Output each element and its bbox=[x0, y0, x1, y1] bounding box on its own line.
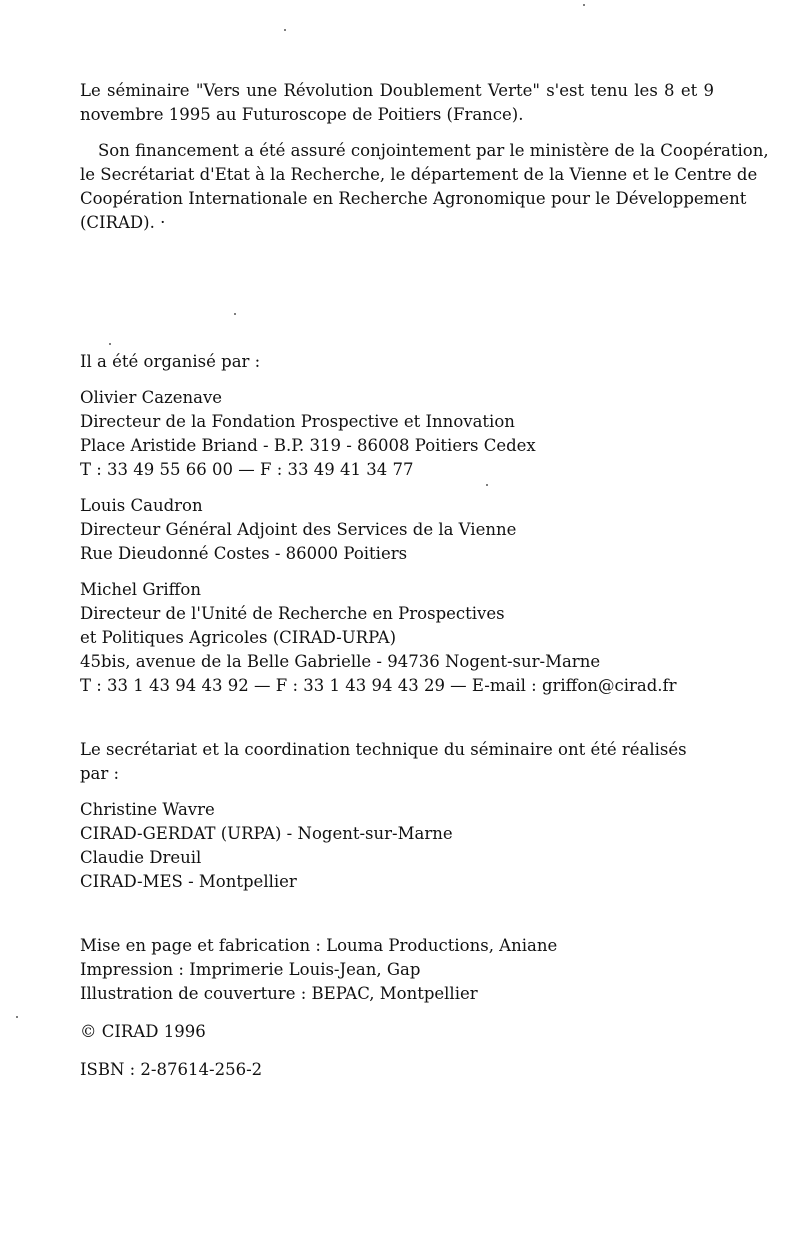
scan-speck bbox=[109, 343, 111, 345]
copyright-notice: © CIRAD 1996 bbox=[80, 1022, 206, 1041]
organiser-block bbox=[80, 578, 714, 698]
scan-speck bbox=[16, 1016, 18, 1018]
scan-speck bbox=[284, 29, 286, 31]
organiser-title: Directeur de la Fondation Prospective et Innovation bbox=[80, 412, 515, 431]
text-line: le Secrétariat d'Etat à la Recherche, le département de la Vienne et le Centre de bbox=[80, 165, 758, 184]
secretariat-heading: Le secrétariat et la coordination technique du séminaire ont été réalisés par : bbox=[80, 740, 687, 783]
text-line: (CIRAD). · bbox=[80, 213, 166, 232]
credits-block bbox=[80, 934, 714, 1006]
text-line: Son financement a été assuré conjointement par le ministère de la Coopération, bbox=[98, 141, 769, 160]
text-line: Coopération Internationale en Recherche Agronomique pour le Développement bbox=[80, 189, 747, 208]
scan-speck bbox=[486, 484, 488, 486]
organisers-heading: Il a été organisé par : bbox=[80, 352, 261, 371]
colophon-page bbox=[80, 79, 769, 1082]
organiser-address: Rue Dieudonné Costes - 86000 Poitiers bbox=[80, 544, 408, 563]
credit-line: Illustration de couverture : BEPAC, Montpellier bbox=[80, 984, 478, 1003]
credit-line: Impression : Imprimerie Louis-Jean, Gap bbox=[80, 960, 421, 979]
secretariat-line: CIRAD-GERDAT (URPA) - Nogent-sur-Marne bbox=[80, 824, 453, 843]
secretariat-line: Claudie Dreuil bbox=[80, 848, 202, 867]
organiser-title: Directeur de l'Unité de Recherche en Prospectives bbox=[80, 604, 505, 623]
secretariat-line: CIRAD-MES - Montpellier bbox=[80, 872, 297, 891]
organiser-address: Place Aristide Briand - B.P. 319 - 86008 Poitiers Cedex bbox=[80, 436, 536, 455]
funding-paragraph bbox=[80, 139, 769, 235]
organiser-phone: T : 33 49 55 66 00 — F : 33 49 41 34 77 bbox=[80, 460, 414, 479]
organiser-block bbox=[80, 386, 714, 482]
organiser-name: Olivier Cazenave bbox=[80, 388, 223, 407]
credit-line: Mise en page et fabrication : Louma Productions, Aniane bbox=[80, 936, 558, 955]
seminar-intro-paragraph bbox=[80, 79, 714, 127]
secretariat-line: Christine Wavre bbox=[80, 800, 215, 819]
text-line: Le séminaire "Vers une Révolution Doublement Verte" s'est tenu les 8 et 9 bbox=[80, 81, 714, 100]
organiser-name: Michel Griffon bbox=[80, 580, 201, 599]
isbn: ISBN : 2-87614-256-2 bbox=[80, 1060, 263, 1079]
organiser-name: Louis Caudron bbox=[80, 496, 203, 515]
organiser-block bbox=[80, 494, 714, 566]
secretariat-block bbox=[80, 798, 714, 894]
scan-speck bbox=[583, 4, 585, 6]
scan-speck bbox=[234, 313, 236, 315]
organiser-title: Directeur Général Adjoint des Services de la Vienne bbox=[80, 520, 517, 539]
text-line: novembre 1995 au Futuroscope de Poitiers (France). bbox=[80, 105, 524, 124]
organiser-title: et Politiques Agricoles (CIRAD-URPA) bbox=[80, 628, 397, 647]
organiser-address: 45bis, avenue de la Belle Gabrielle - 94736 Nogent-sur-Marne bbox=[80, 652, 601, 671]
organiser-phone: T : 33 1 43 94 43 92 — F : 33 1 43 94 43 29 — E-mail : griffon@cirad.fr bbox=[80, 676, 677, 695]
